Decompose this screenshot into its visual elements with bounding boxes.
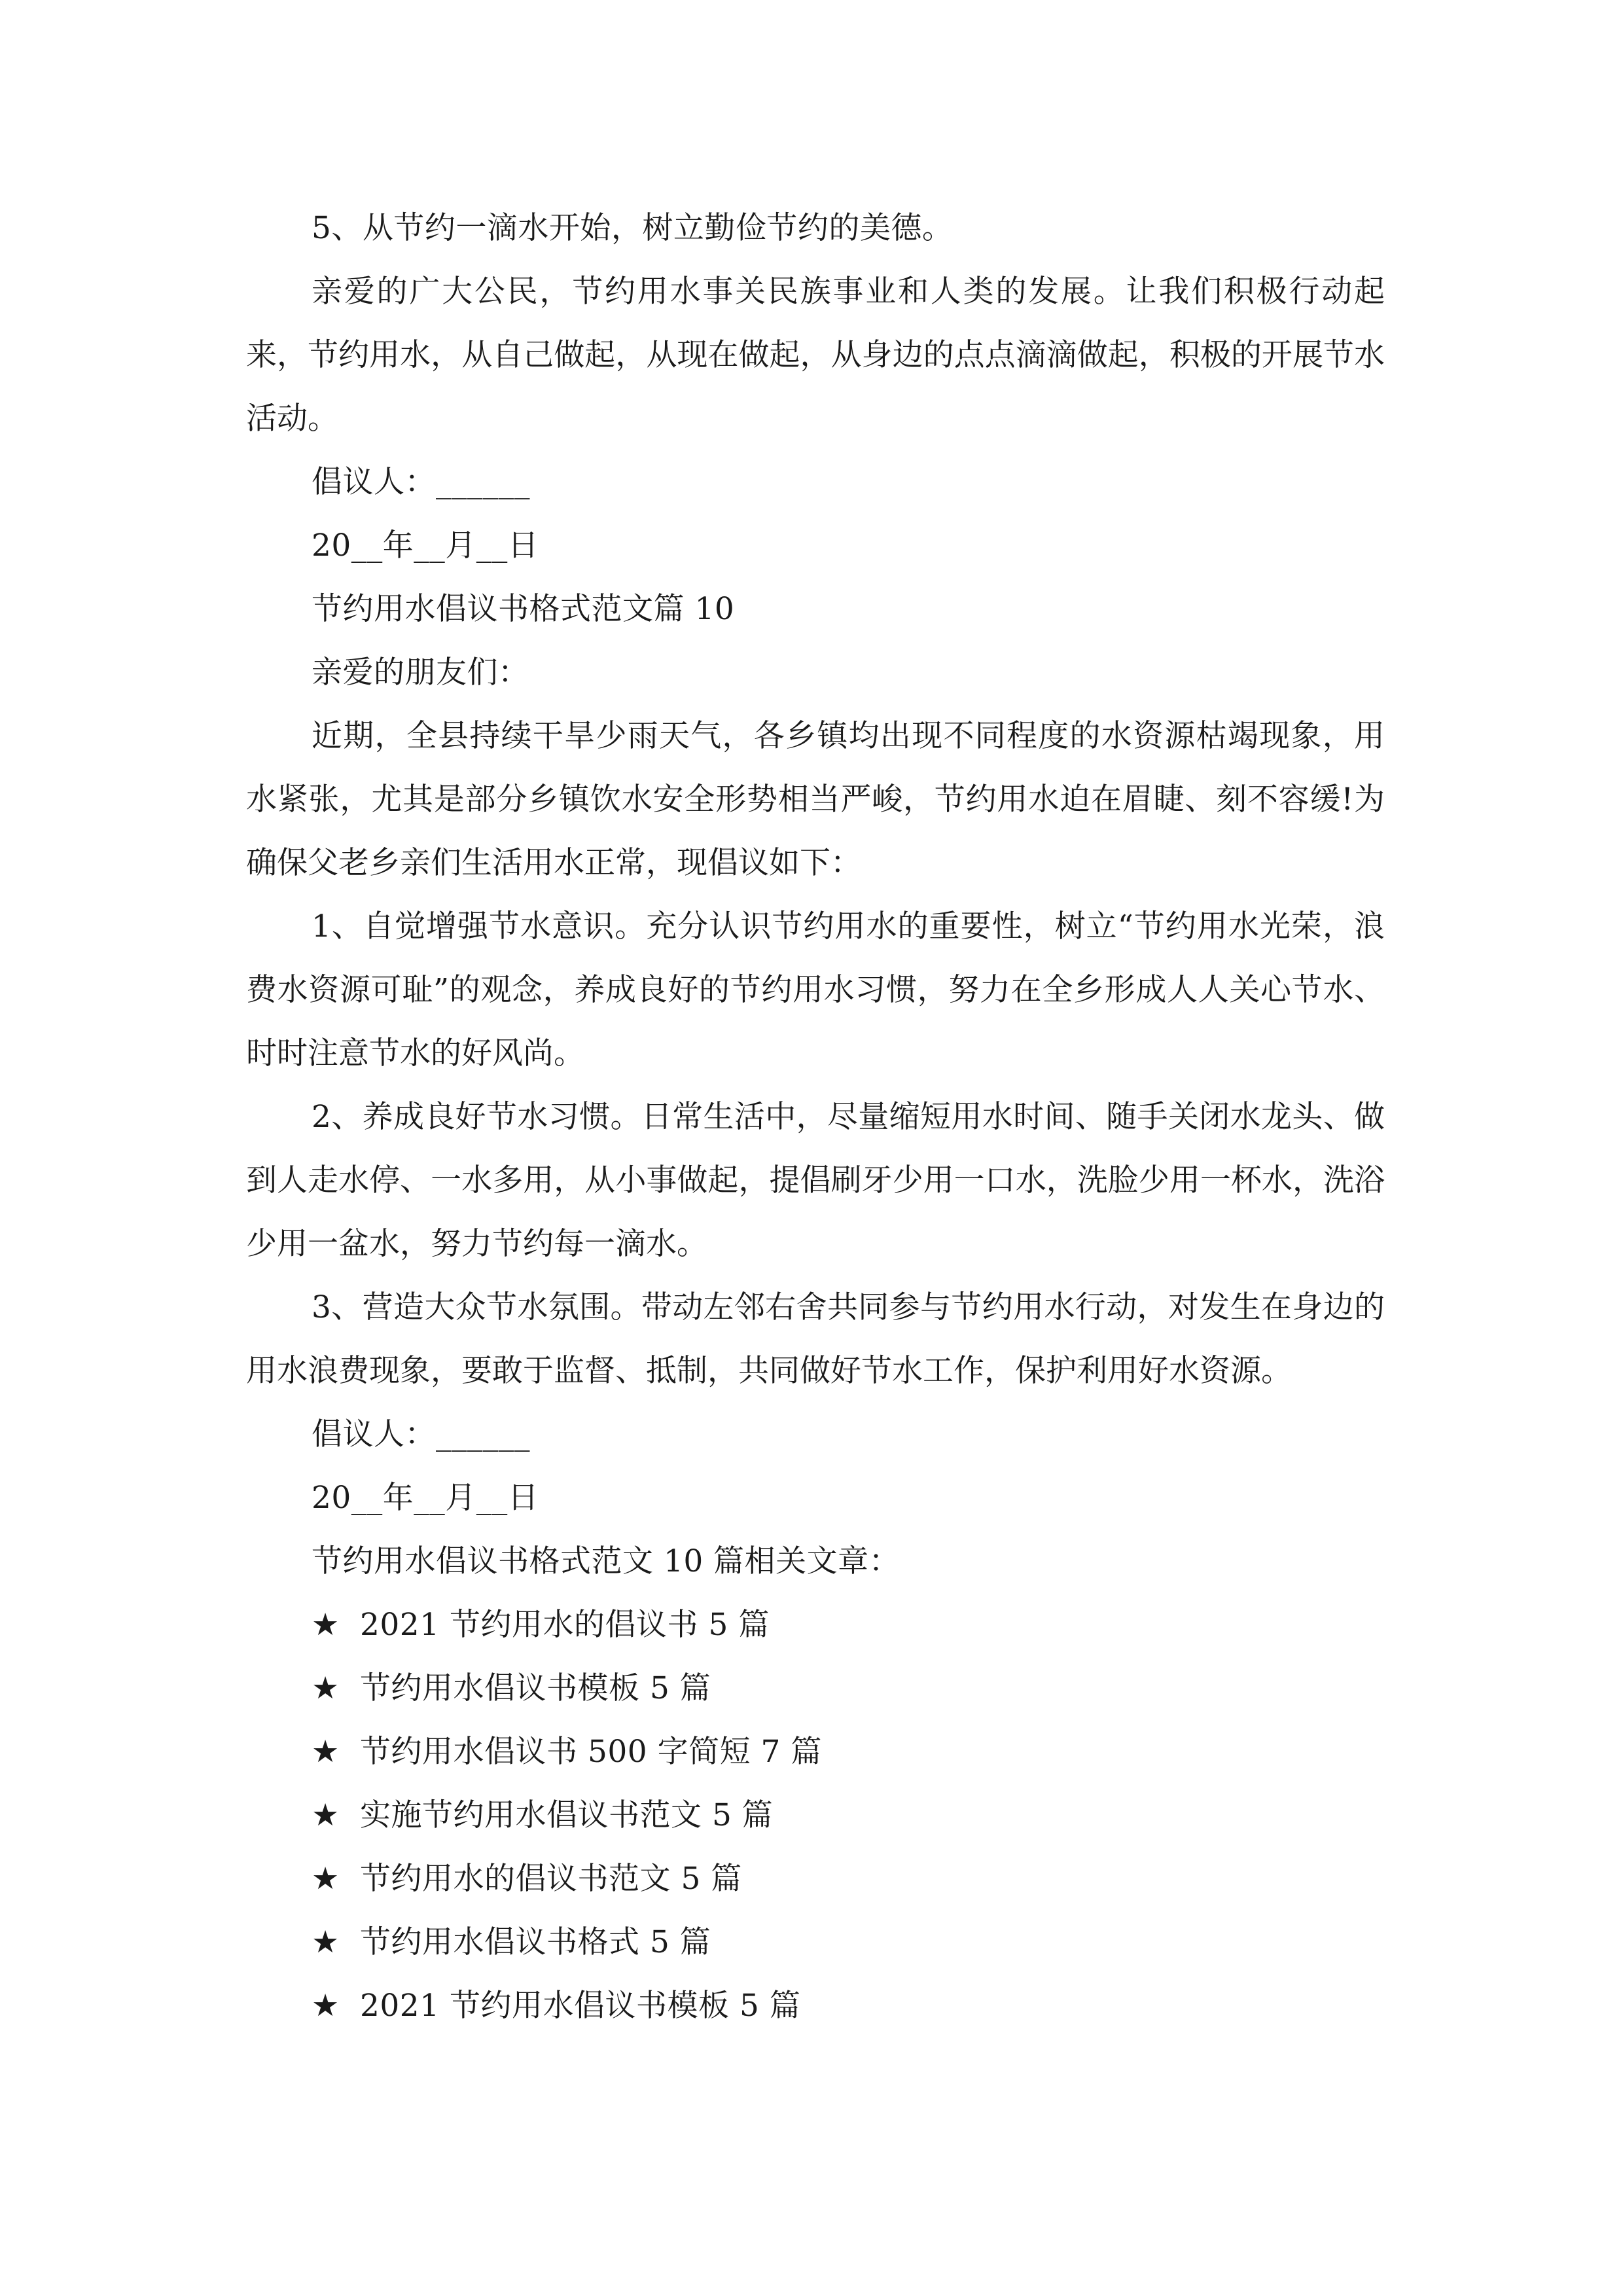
paragraph-intro: 近期，全县持续干旱少雨天气，各乡镇均出现不同程度的水资源枯竭现象，用水紧张，尤其是部分乡镇饮水安全形势相当严峻，节约用水迫在眉睫、刻不容缓!为确保父老乡亲们生活用水正常，现倡议如下：: [246, 718, 1385, 881]
star-icon: ★: [312, 1607, 340, 1643]
related-article-title: 节约用水倡议书模板 5 篇: [360, 1670, 711, 1706]
related-article-link[interactable]: [246, 1657, 1385, 1720]
related-article-link[interactable]: [246, 1847, 1385, 1910]
related-article-link[interactable]: [246, 1593, 1385, 1657]
related-article-title: 节约用水倡议书 500 字简短 7 篇: [360, 1734, 822, 1770]
related-article-title: 2021 节约用水的倡议书 5 篇: [360, 1607, 770, 1643]
related-article-link[interactable]: [246, 1974, 1385, 2037]
related-article-link[interactable]: [246, 1784, 1385, 1847]
star-icon: ★: [312, 1988, 340, 2024]
date-line: 20__年__月__日: [312, 528, 539, 564]
date-line: 20__年__月__日: [312, 1480, 539, 1516]
related-articles-list: [246, 1593, 1385, 2037]
document-body: [246, 196, 1385, 2037]
section-title: 节约用水倡议书格式范文篇 10: [312, 591, 735, 627]
paragraph-appeal: 亲爱的广大公民，节约用水事关民族事业和人类的发展。让我们积极行动起来，节约用水，从自己做起，从现在做起，从身边的点点滴滴做起，积极的开展节水活动。: [246, 274, 1385, 437]
related-article-link[interactable]: [246, 1910, 1385, 1974]
star-icon: ★: [312, 1861, 340, 1897]
salutation: 亲爱的朋友们：: [312, 655, 529, 691]
star-icon: ★: [312, 1734, 340, 1770]
signer-line: 倡议人：______: [312, 464, 530, 500]
star-icon: ★: [312, 1924, 340, 1960]
related-articles-heading: 节约用水倡议书格式范文 10 篇相关文章：: [312, 1543, 901, 1579]
signer-line: 倡议人：______: [312, 1416, 530, 1452]
paragraph-item-3: 3、营造大众节水氛围。带动左邻右舍共同参与节约用水行动，对发生在身边的用水浪费现象，要敢于监督、抵制，共同做好节水工作，保护利用好水资源。: [246, 1289, 1385, 1389]
paragraph-item-1: 1、自觉增强节水意识。充分认识节约用水的重要性，树立“节约用水光荣，浪费水资源可耻”的观念，养成良好的节约用水习惯，努力在全乡形成人人关心节水、时时注意节水的好风尚。: [246, 908, 1385, 1071]
paragraph-item-2: 2、养成良好节水习惯。日常生活中，尽量缩短用水时间、随手关闭水龙头、做到人走水停、一水多用，从小事做起，提倡刷牙少用一口水，洗脸少用一杯水，洗浴少用一盆水，努力节约每一滴水。: [246, 1099, 1385, 1262]
related-article-title: 节约用水倡议书格式 5 篇: [360, 1924, 711, 1960]
related-article-title: 节约用水的倡议书范文 5 篇: [360, 1861, 742, 1897]
paragraph-item-5: 5、从节约一滴水开始，树立勤俭节约的美德。: [312, 210, 954, 246]
related-article-link[interactable]: [246, 1720, 1385, 1784]
related-article-title: 实施节约用水倡议书范文 5 篇: [360, 1797, 774, 1833]
star-icon: ★: [312, 1670, 340, 1706]
star-icon: ★: [312, 1797, 340, 1833]
related-article-title: 2021 节约用水倡议书模板 5 篇: [360, 1988, 801, 2024]
